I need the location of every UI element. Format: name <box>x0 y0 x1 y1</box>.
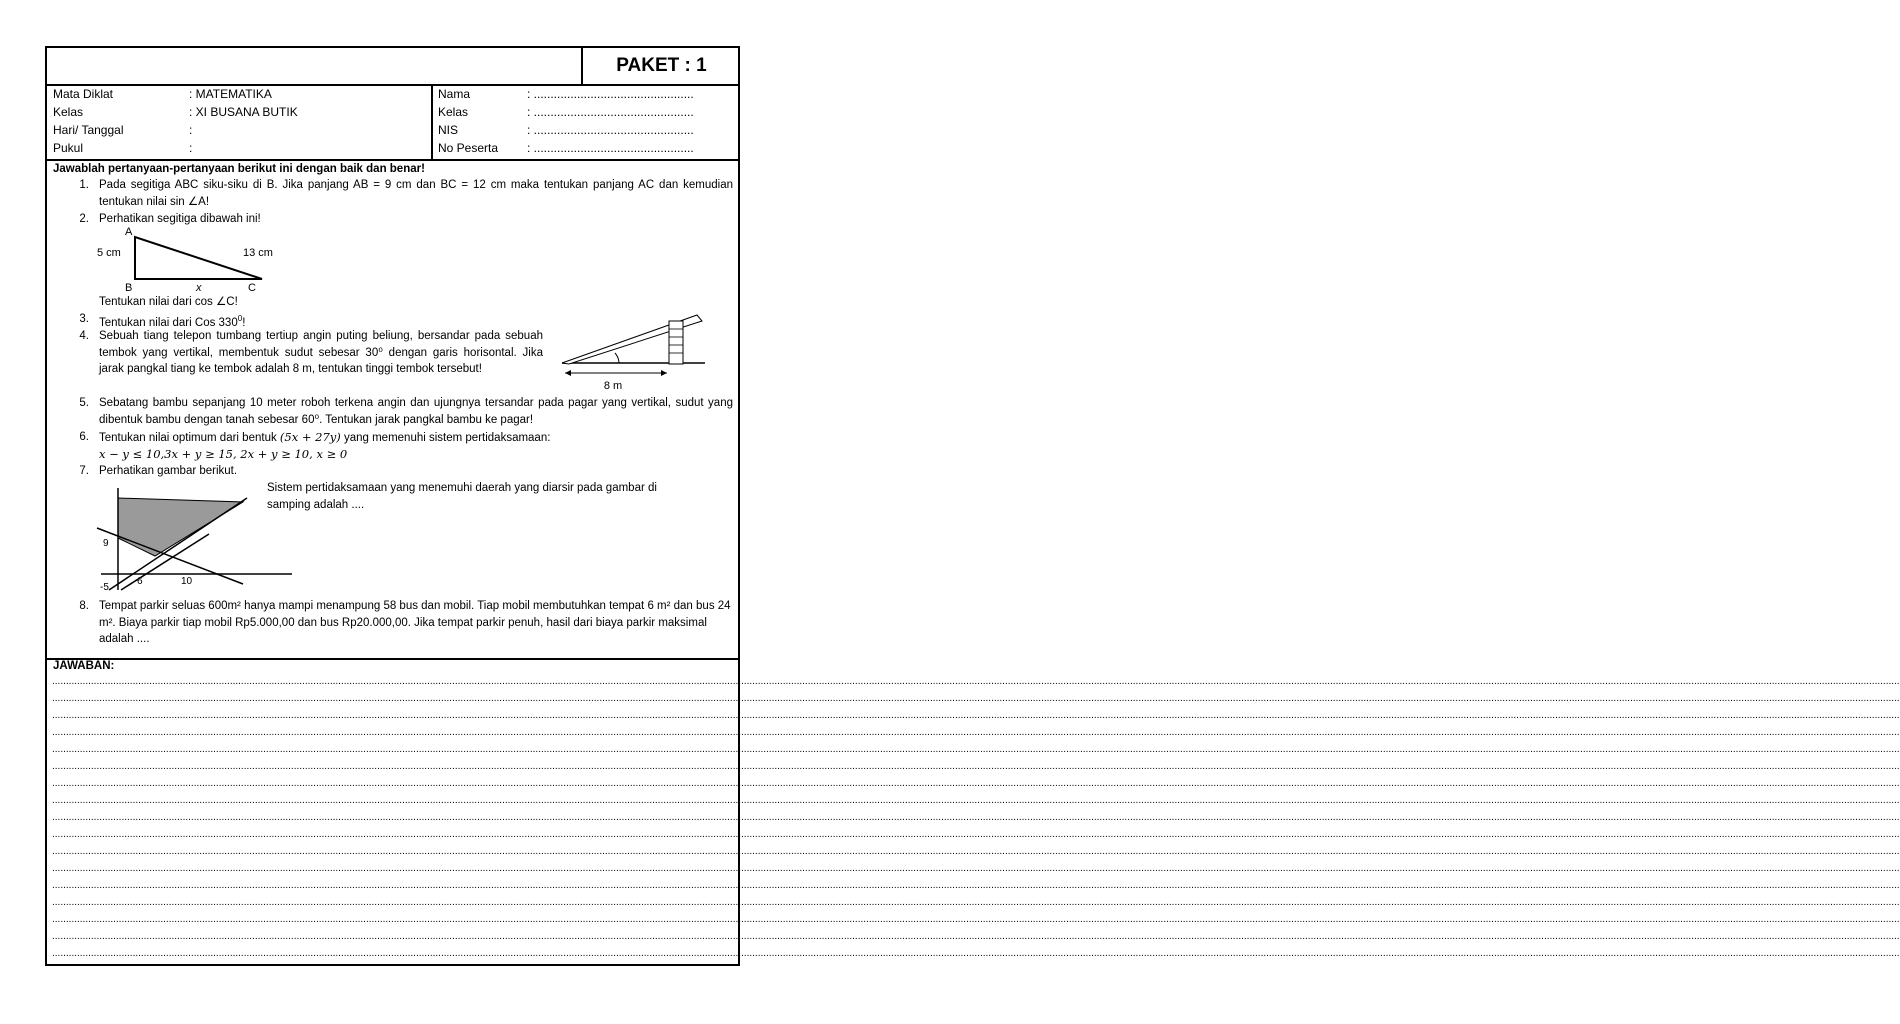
q6-text-main: Tentukan nilai optimum dari bentuk <box>99 432 280 444</box>
distance-label: 8 m <box>603 380 623 392</box>
answer-line[interactable]: ......................................................................................................................................................................................................................................................................................................................................................................................................................................................................................................................................................................................................................................................................................... <box>52 863 1900 874</box>
shaded-region <box>118 498 243 556</box>
instruction: Jawablah pertanyaan-pertanyaan berikut ini dengan baik dan benar! <box>53 163 425 175</box>
exam-sheet <box>45 46 1900 966</box>
q4-number: 4. <box>79 330 89 342</box>
q7-side-text: Sistem pertidaksamaan yang menemuhi daerah yang diarsir pada gambar di samping adalah .... <box>267 482 657 511</box>
side-ac-label: 13 cm <box>243 247 273 259</box>
answer-line[interactable]: ......................................................................................................................................................................................................................................................................................................................................................................................................................................................................................................................................................................................................................................................................................... <box>52 812 1900 823</box>
side-ab-label: 5 cm <box>97 247 121 259</box>
vertex-b-label: B <box>125 282 133 294</box>
q6-objective: (5x + 27y) <box>279 430 341 444</box>
vertex-a-label: A <box>125 226 133 238</box>
info-value-class: : XI BUSANA BUTIK <box>189 105 298 119</box>
q5-text: Sebatang bambu sepanjang 10 meter roboh terkena angin dan ujungnya tersandar pada pagar yang vertikal, sudut yang dibentuk bambu dengan tanah sebesar 60⁰. Tentukan jarak pangkal bambu ke pagar! <box>99 397 733 426</box>
answer-line[interactable]: ......................................................................................................................................................................................................................................................................................................................................................................................................................................................................................................................................................................................................................................................................................... <box>52 897 1900 908</box>
paket-label: PAKET : 1 <box>581 48 740 84</box>
q6-system <box>99 446 347 464</box>
answer-line[interactable]: ......................................................................................................................................................................................................................................................................................................................................................................................................................................................................................................................................................................................................................................................................................... <box>52 914 1900 925</box>
arrow-head-left <box>565 370 571 376</box>
info-value-subject: : MATEMATIKA <box>189 87 272 101</box>
answer-line[interactable]: ......................................................................................................................................................................................................................................................................................................................................................................................................................................................................................................................................................................................................................................................................................... <box>52 931 1900 942</box>
info-label-student-class: Kelas <box>438 105 469 119</box>
subject-info <box>47 84 433 161</box>
info-label-name: Nama <box>438 87 471 101</box>
q7-text: Perhatikan gambar berikut. <box>99 465 238 477</box>
name-field[interactable]: : ................................................ <box>527 87 694 101</box>
q1-number: 1. <box>79 179 89 191</box>
y-label-9: 9 <box>103 538 109 549</box>
q8-number: 8. <box>79 600 89 612</box>
q3-text-end: ! <box>242 316 246 329</box>
vertex-c-label: C <box>248 282 256 294</box>
nis-field[interactable]: : ................................................ <box>527 123 694 137</box>
wall <box>669 321 683 364</box>
answer-line[interactable]: ......................................................................................................................................................................................................................................................................................................................................................................................................................................................................................................................................................................................................................................................................................... <box>52 778 1900 789</box>
answer-line[interactable]: ......................................................................................................................................................................................................................................................................................................................................................................................................................................................................................................................................................................................................................................................................................... <box>52 761 1900 772</box>
q2-number: 2. <box>79 213 89 225</box>
q3-degree: 0 <box>237 314 243 323</box>
answer-line[interactable]: ......................................................................................................................................................................................................................................................................................................................................................................................................................................................................................................................................................................................................................................................................................... <box>52 829 1900 840</box>
q2-text: Perhatikan segitiga dibawah ini! <box>99 213 261 225</box>
q7-number: 7. <box>79 465 89 477</box>
answer-line[interactable]: ......................................................................................................................................................................................................................................................................................................................................................................................................................................................................................................................................................................................................................................................................................... <box>52 948 1900 959</box>
q5-number: 5. <box>79 397 89 409</box>
info-label-participant: No Peserta <box>438 141 499 155</box>
q1-text: Pada segitiga ABC siku-siku di B. Jika panjang AB = 9 cm dan BC = 12 cm maka tentukan panjang AC dan kemudian tentukan nilai sin ∠A! <box>99 179 733 208</box>
q6-text-end: yang memenuhi sistem pertidaksamaan: <box>340 432 551 444</box>
q2-subquestion: Tentukan nilai dari cos ∠C! <box>99 296 238 308</box>
x-label-6: 6 <box>137 576 143 587</box>
answer-line[interactable]: ......................................................................................................................................................................................................................................................................................................................................................................................................................................................................................................................................................................................................................................................................................... <box>52 676 1900 687</box>
questions-section <box>47 161 738 660</box>
answer-line[interactable]: ......................................................................................................................................................................................................................................................................................................................................................................................................................................................................................................................................................................................................................................................................................... <box>52 710 1900 721</box>
answer-line[interactable]: ......................................................................................................................................................................................................................................................................................................................................................................................................................................................................................................................................................................................................................................................................................... <box>52 880 1900 891</box>
q6-constraints: x − y ≤ 10,3x + y ≥ 15, 2x + y ≥ 10, x ≥ 0 <box>99 447 348 461</box>
info-value-time: : <box>189 141 193 155</box>
info-label-subject: Mata Diklat <box>53 87 114 101</box>
q2-triangle-figure <box>97 227 282 297</box>
answer-line[interactable]: ......................................................................................................................................................................................................................................................................................................................................................................................................................................................................................................................................................................................................................................................................................... <box>52 846 1900 857</box>
q3-number: 3. <box>79 313 89 325</box>
participant-number-field[interactable]: : ................................................ <box>527 141 694 155</box>
x-label-10: 10 <box>181 576 193 587</box>
q7-graph-figure <box>97 486 297 591</box>
q8-text: Tempat parkir seluas 600m² hanya mampi menampung 58 bus dan mobil. Tiap mobil membutuhkan tempat 6 m² dan bus 24 m². Biaya parkir tiap mobil Rp5.000,00 dan bus Rp20.000,00. Jika tempat parkir penuh, hasil dari biaya parkir maksimal adalah .... <box>99 600 731 645</box>
q4-text: Sebuah tiang telepon tumbang tertiup angin puting beliung, bersandar pada sebuah tembok yang vertikal, membentuk sudut sebesar 30⁰ dengan garis horisontal. Jika jarak pangkal tiang ke tembok adalah 8 m, tentukan tinggi tembok tersebut! <box>99 330 543 375</box>
header-top-row <box>47 48 738 86</box>
side-x-label: x <box>196 282 202 294</box>
arrow-head-right <box>661 370 667 376</box>
y-label-minus5: -5 <box>100 582 109 593</box>
info-label-class: Kelas <box>53 105 84 119</box>
info-value-date: : <box>189 123 193 137</box>
info-label-date: Hari/ Tanggal <box>53 123 124 137</box>
q4-pole-figure <box>557 311 717 393</box>
answer-line[interactable]: ......................................................................................................................................................................................................................................................................................................................................................................................................................................................................................................................................................................................................................................................................................... <box>52 795 1900 806</box>
answer-line[interactable]: ......................................................................................................................................................................................................................................................................................................................................................................................................................................................................................................................................................................................................................................................................................... <box>52 744 1900 755</box>
student-class-field[interactable]: : ................................................ <box>527 105 694 119</box>
answer-label: JAWABAN: <box>53 660 115 672</box>
q6-text <box>99 429 550 447</box>
info-label-time: Pukul <box>53 141 84 155</box>
q6-number: 6. <box>79 431 89 443</box>
answer-line[interactable]: ......................................................................................................................................................................................................................................................................................................................................................................................................................................................................................................................................................................................................................................................................................... <box>52 693 1900 704</box>
answer-line[interactable]: ......................................................................................................................................................................................................................................................................................................................................................................................................................................................................................................................................................................................................................................................................................... <box>52 727 1900 738</box>
student-info <box>433 84 738 161</box>
q3-text-main: Tentukan nilai dari Cos 330 <box>99 316 238 329</box>
angle-arc <box>615 353 619 363</box>
info-label-nis: NIS <box>438 123 459 137</box>
